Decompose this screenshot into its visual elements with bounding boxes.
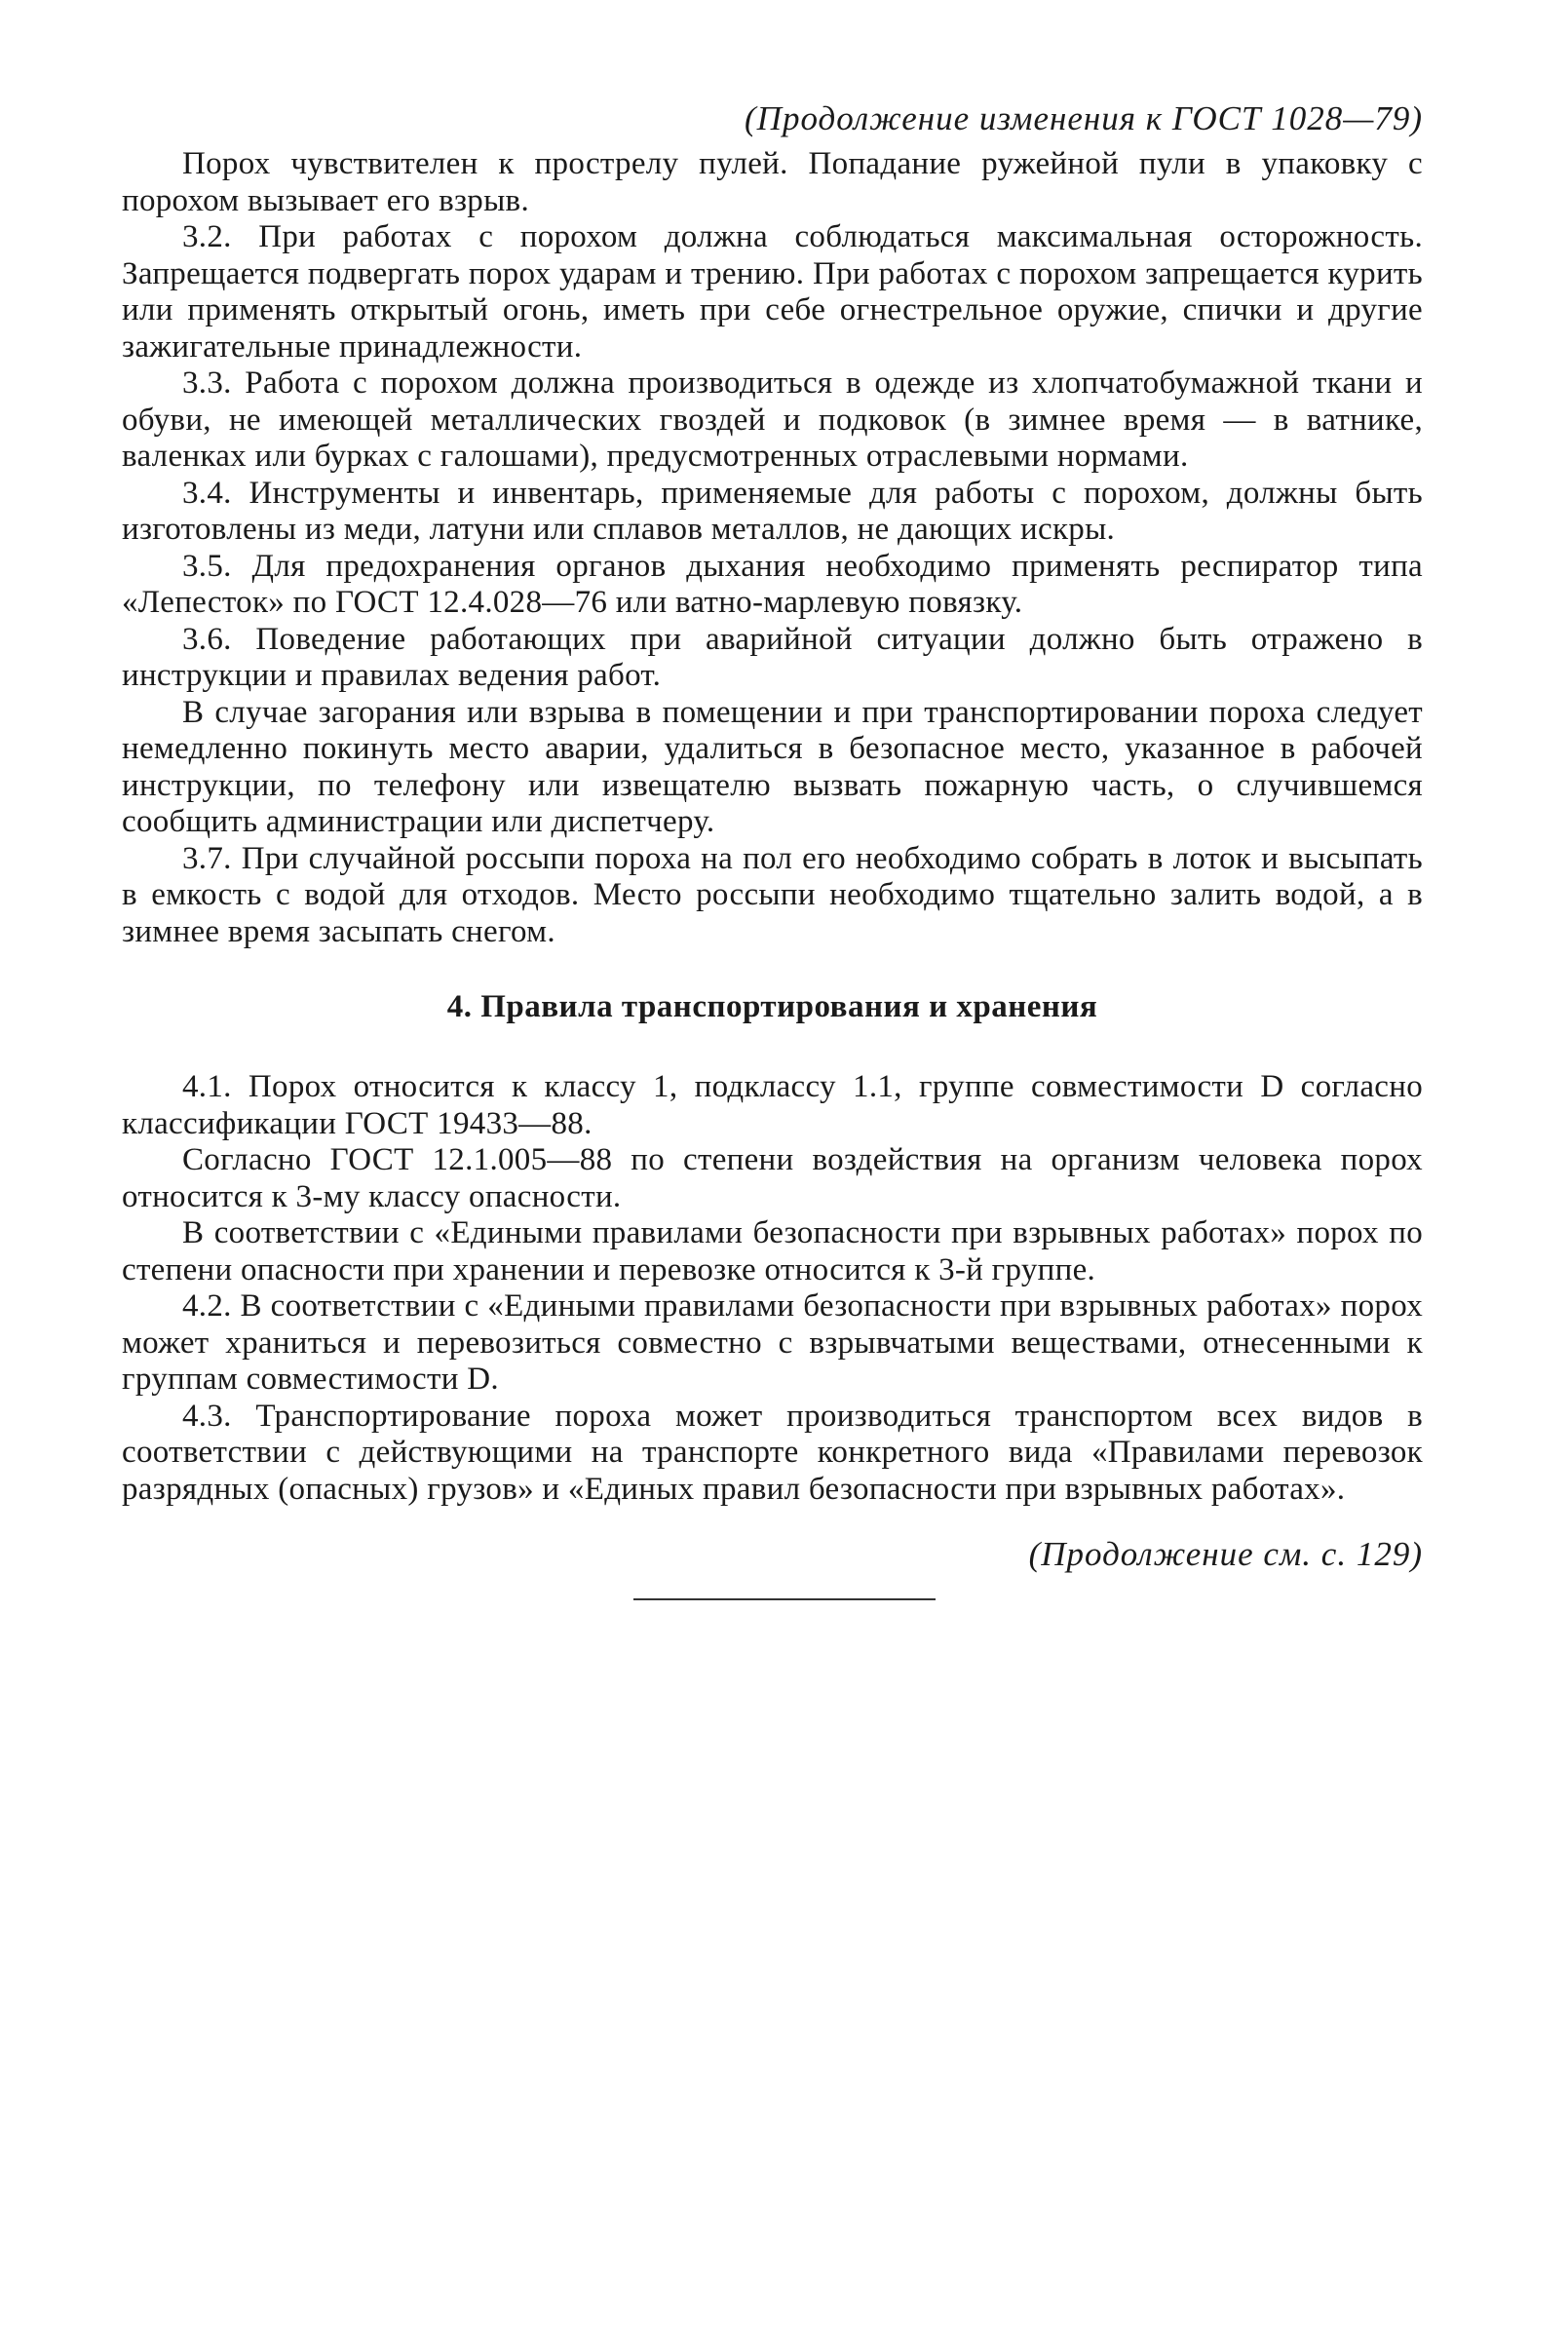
section-3-body — [122, 146, 1423, 950]
section-4-body — [122, 1069, 1423, 1508]
paragraph: 4.1. Порох относится к классу 1, подклассу 1.1, группе совместимости D согласно классификации ГОСТ 19433—88. — [122, 1069, 1423, 1141]
paragraph: 3.4. Инструменты и инвентарь, применяемые для работы с порохом, должны быть изготовлены из меди, латуни или сплавов металлов, не дающих искры. — [122, 475, 1423, 547]
paragraph: 3.7. При случайной россыпи пороха на пол его необходимо собрать в лоток и высыпать в емкость с водой для отходов. Место россыпи необходимо тщательно залить водой, а в зимнее время засыпать снегом. — [122, 840, 1423, 949]
paragraph: 4.2. В соответствии с «Едиными правилами безопасности при взрывных работах» порох может храниться и перевозиться совместно с взрывчатыми веществами, отнесенными к группам совместимости D. — [122, 1288, 1423, 1397]
paragraph: Согласно ГОСТ 12.1.005—88 по степени воздействия на организм человека порох относится к 3-му классу опасности. — [122, 1142, 1423, 1214]
page-end-rule — [633, 1598, 936, 1600]
paragraph: Порох чувствителен к прострелу пулей. Попадание ружейной пули в упаковку с порохом вызывает его взрыв. — [122, 146, 1423, 218]
continued-note: (Продолжение см. с. 129) — [1028, 1535, 1423, 1573]
paragraph: 3.2. При работах с порохом должна соблюдаться максимальная осторожность. Запрещается подвергать порох ударам и трению. При работах с порохом запрещается курить или применять открытый огонь, иметь при себе огнестрельное оружие, спички и другие зажигательные принадлежности. — [122, 219, 1423, 365]
running-head: (Продолжение изменения к ГОСТ 1028—79) — [745, 99, 1423, 137]
paragraph: 4.3. Транспортирование пороха может производиться транспортом всех видов в соответствии с действующими на транспорте конкретного вида «Правилами перевозок разрядных (опасных) грузов» и «Единых правил безопасности при взрывных работах». — [122, 1398, 1423, 1507]
paragraph: 3.5. Для предохранения органов дыхания необходимо применять респиратор типа «Лепесток» по ГОСТ 12.4.028—76 или ватно-марлевую повязку. — [122, 548, 1423, 620]
paragraph: 3.3. Работа с порохом должна производиться в одежде из хлопчатобумажной ткани и обуви, не имеющей металлических гвоздей и подковок (в зимнее время — в ватнике, валенках или бурках с галошами), предусмотренных отраслевыми нормами. — [122, 365, 1423, 474]
paragraph: 3.6. Поведение работающих при аварийной ситуации должно быть отражено в инструкции и правилах ведения работ. — [122, 621, 1423, 693]
paragraph: В случае загорания или взрыва в помещении и при транспортировании пороха следует немедленно покинуть место аварии, удалиться в безопасное место, указанное в рабочей инструкции, по телефону или извещателю вызвать пожарную часть, о случившемся сообщить администрации или диспетчеру. — [122, 694, 1423, 839]
document-page — [122, 97, 1423, 1576]
section-heading: 4. Правила транспортирования и хранения — [446, 989, 1098, 1024]
paragraph: В соответствии с «Едиными правилами безопасности при взрывных работах» порох по степени опасности при хранении и перевозке относится к 3-й группе. — [122, 1215, 1423, 1287]
